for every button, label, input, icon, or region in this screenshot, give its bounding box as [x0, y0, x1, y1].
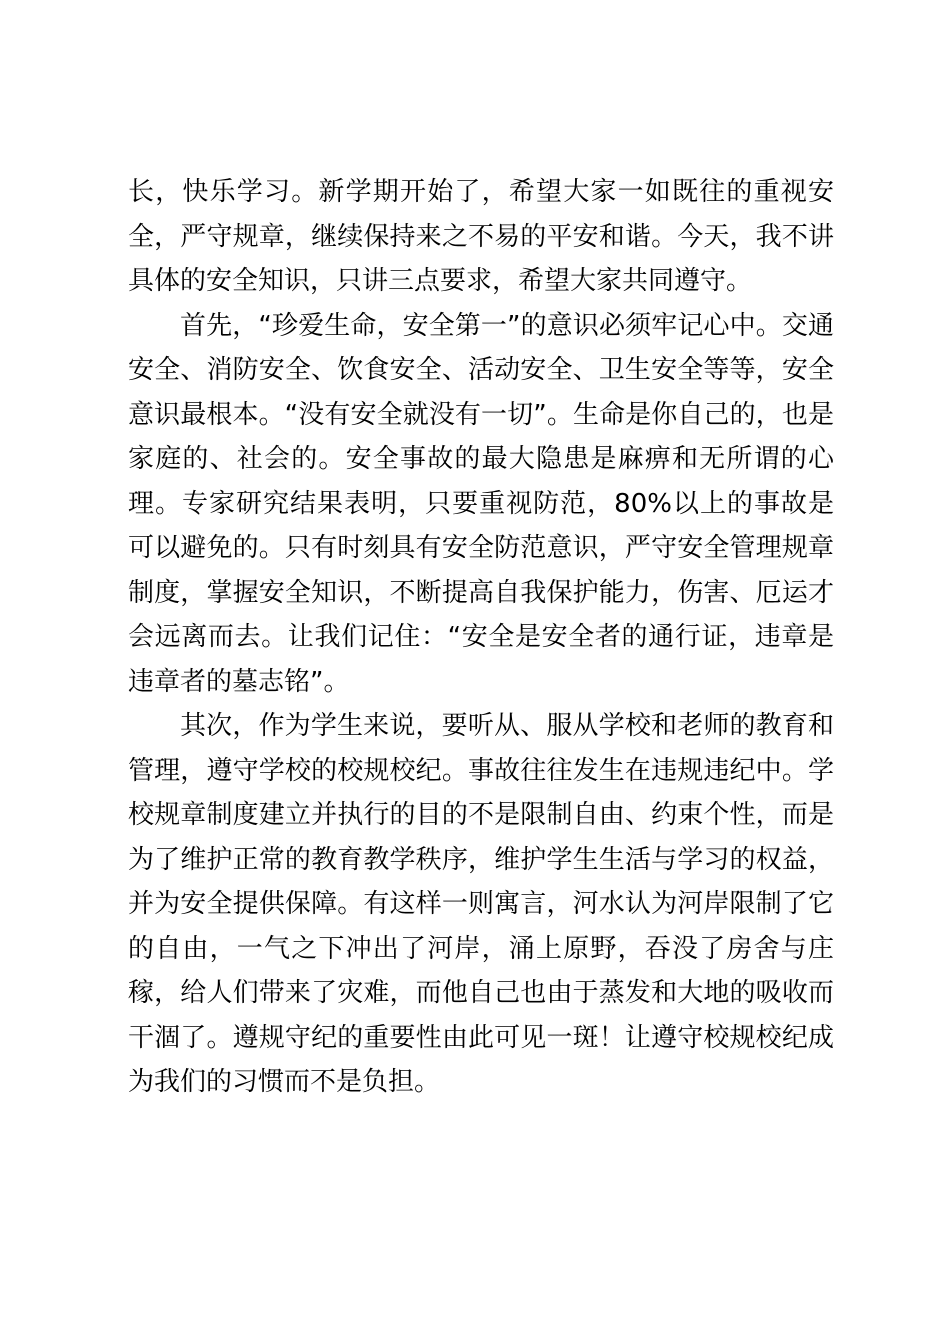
paragraph-1: 长，快乐学习。新学期开始了，希望大家一如既往的重视安全，严守规章，继续保持来之不易的平安和谐。今天，我不讲具体的安全知识，只讲三点要求，希望大家共同遵守。	[128, 177, 834, 296]
paragraph-2: 首先，“珍爱生命，安全第一”的意识必须牢记心中。交通安全、消防安全、饮食安全、活动安全、卫生安全等等，安全意识最根本。“没有安全就没有一切”。生命是你自己的，也是家庭的、社会的。安全事故的最大隐患是麻痹和无所谓的心理。专家研究结果表明，只要重视防范，80%以上的事故是可以避免的。只有时刻具有安全防范意识，严守安全管理规章制度，掌握安全知识，不断提高自我保护能力，伤害、厄运才会远离而去。让我们记住：“安全是安全者的通行证，违章是违章者的墓志铭”。	[128, 310, 834, 697]
body-text	[128, 170, 834, 1105]
paragraph-3: 其次，作为学生来说，要听从、服从学校和老师的教育和管理，遵守学校的校规校纪。事故往往发生在违规违纪中。学校规章制度建立并执行的目的不是限制自由、约束个性，而是为了维护正常的教育教学秩序，维护学生生活与学习的权益，并为安全提供保障。有这样一则寓言，河水认为河岸限制了它的自由，一气之下冲出了河岸，涌上原野，吞没了房舍与庄稼，给人们带来了灾难，而他自己也由于蒸发和大地的吸收而干涸了。遵规守纪的重要性由此可见一斑！让遵守校规校纪成为我们的习惯而不是负担。	[128, 711, 834, 1097]
